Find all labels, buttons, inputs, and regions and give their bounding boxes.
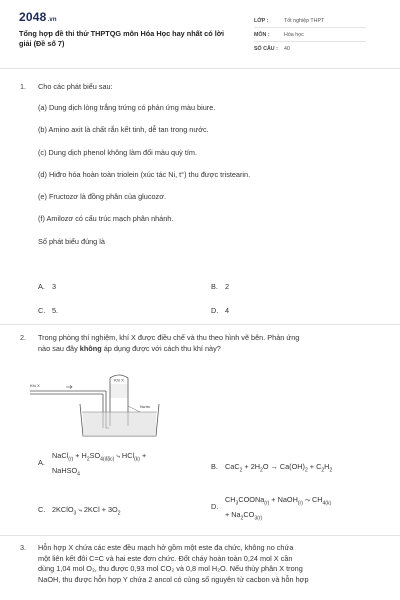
header: [0, 0, 400, 69]
option-label: C.: [38, 505, 46, 514]
question-line: một liên kết đôi C=C và hai este đơn chức. Đốt cháy hoàn toàn 0,24 mol X cần: [38, 553, 293, 563]
option-text: 3: [52, 282, 57, 291]
option-c[interactable]: [38, 505, 121, 516]
option-d[interactable]: [211, 306, 229, 315]
meta-class-value: Tốt nghiệp THPT: [284, 18, 325, 24]
option-a[interactable]: [38, 450, 146, 481]
question-1: [20, 82, 388, 94]
question-text: [38, 333, 386, 354]
meta-count: [254, 46, 290, 52]
page-title: [19, 29, 229, 48]
meta-count-value: 40: [284, 46, 290, 52]
logo-suffix: .vn: [47, 17, 57, 23]
option-text: 5.: [52, 306, 59, 315]
option-label: D.: [211, 502, 219, 511]
question-3: [20, 543, 388, 599]
meta-subject: [254, 32, 304, 38]
question-number: 2.: [20, 333, 27, 342]
statement-c: (c) Dung dịch phenol không làm đổi màu quỳ tím.: [38, 148, 197, 157]
option-label: B.: [211, 282, 218, 291]
gas-tube-label: Khí X: [114, 377, 124, 383]
option-text: 4: [225, 306, 230, 315]
meta-subject-key: MÔN :: [254, 32, 270, 38]
meta-count-key: SỐ CÂU :: [254, 46, 278, 52]
option-label: A.: [38, 458, 45, 467]
option-c[interactable]: [38, 306, 58, 315]
statement-b: (b) Amino axit là chất rắn kết tinh, dễ tan trong nước.: [38, 125, 209, 134]
title-line-2: giải (Đề số 7): [19, 38, 65, 48]
question-number: 1.: [20, 82, 27, 91]
option-text: NaCl$_{(r)}$ + $H_2SO_{4(đặc)}$ ⤷ HCl$_{(k)}$ + NaHSO$_4$: [52, 451, 147, 478]
statement-e: (e) Fructozơ là đồng phân của glucozơ.: [38, 192, 167, 201]
gas-in-label: Khí X: [30, 383, 40, 388]
water: [83, 412, 156, 436]
option-text: $CaC_2 + 2H_2O \to Ca(OH)_2 + C_2H_2$: [225, 462, 333, 474]
question-divider: [0, 535, 400, 536]
meta-class-key: LỚP :: [254, 18, 269, 24]
option-label: B.: [211, 462, 218, 471]
option-text: 2: [225, 282, 230, 291]
question-2: [20, 333, 388, 357]
label-leader: [128, 406, 140, 412]
option-b[interactable]: [211, 282, 229, 291]
statement-d: (d) Hiđro hóa hoàn toàn triolein (xúc tác Ni, t°) thu được tristearin.: [38, 170, 251, 179]
site-logo[interactable]: [19, 10, 57, 24]
question-keyword: không: [79, 343, 102, 353]
meta-subject-value: Hóa học: [284, 32, 304, 38]
option-text: $CH_3COONa_{(r)}$ + NaOH$_{(r)}$ ⤳ $CH_{4(k)}$ + $Na_2CO_{3(r)}$: [225, 495, 332, 522]
option-text: 2KClO$_3$ ⤷ $2KCl + 3O_2$: [52, 505, 121, 517]
apparatus-figure: [28, 368, 168, 438]
question-prompt: Cho các phát biểu sau:: [38, 82, 113, 91]
meta-divider: [254, 27, 366, 28]
option-label: D.: [211, 306, 219, 315]
option-d[interactable]: [211, 494, 331, 525]
question-stem: Số phát biểu đúng là: [38, 237, 105, 246]
option-a[interactable]: [38, 282, 56, 291]
meta-class: [254, 18, 324, 24]
question-number: 3.: [20, 543, 27, 552]
meta-divider: [254, 41, 366, 42]
question-line: dùng 1,04 mol O₂, thu được 0,93 mol CO₂ và 0,8 mol H₂O. Nếu thủy phân X trong: [38, 564, 303, 573]
question-text-part-2: nào sau đây: [38, 343, 78, 353]
statement-f: (f) Amilozơ có cấu trúc mạch phân nhánh.: [38, 214, 174, 223]
title-line-1: Tổng hợp đề thi thử THPTQG môn Hóa Học hay nhất có lời: [19, 29, 224, 38]
collected-gas: [111, 384, 128, 398]
option-label: A.: [38, 282, 45, 291]
water-label: Nước: [140, 404, 151, 409]
logo-text: 2048: [19, 10, 47, 24]
option-b[interactable]: [211, 462, 332, 473]
question-text-part-3: áp dụng được với cách thu khí này?: [103, 343, 221, 353]
question-line: Hỗn hợp X chứa các este đều mạch hở gồm một este đa chức, không no chứa: [38, 543, 294, 552]
statement-a: (a) Dung dịch lòng trắng trứng có phản ứng màu biure.: [38, 103, 216, 112]
option-label: C.: [38, 306, 46, 315]
question-line: NaOH, thu được hỗn hợp Y chứa 2 ancol có cùng số nguyên tử cacbon và hỗn hợp: [38, 574, 309, 584]
question-divider: [0, 324, 400, 325]
question-text-part-1: Trong phòng thí nghiệm, khí X được điều chế và thu theo hình vẽ bên. Phản ứng: [38, 333, 300, 342]
question-text: [38, 543, 386, 585]
